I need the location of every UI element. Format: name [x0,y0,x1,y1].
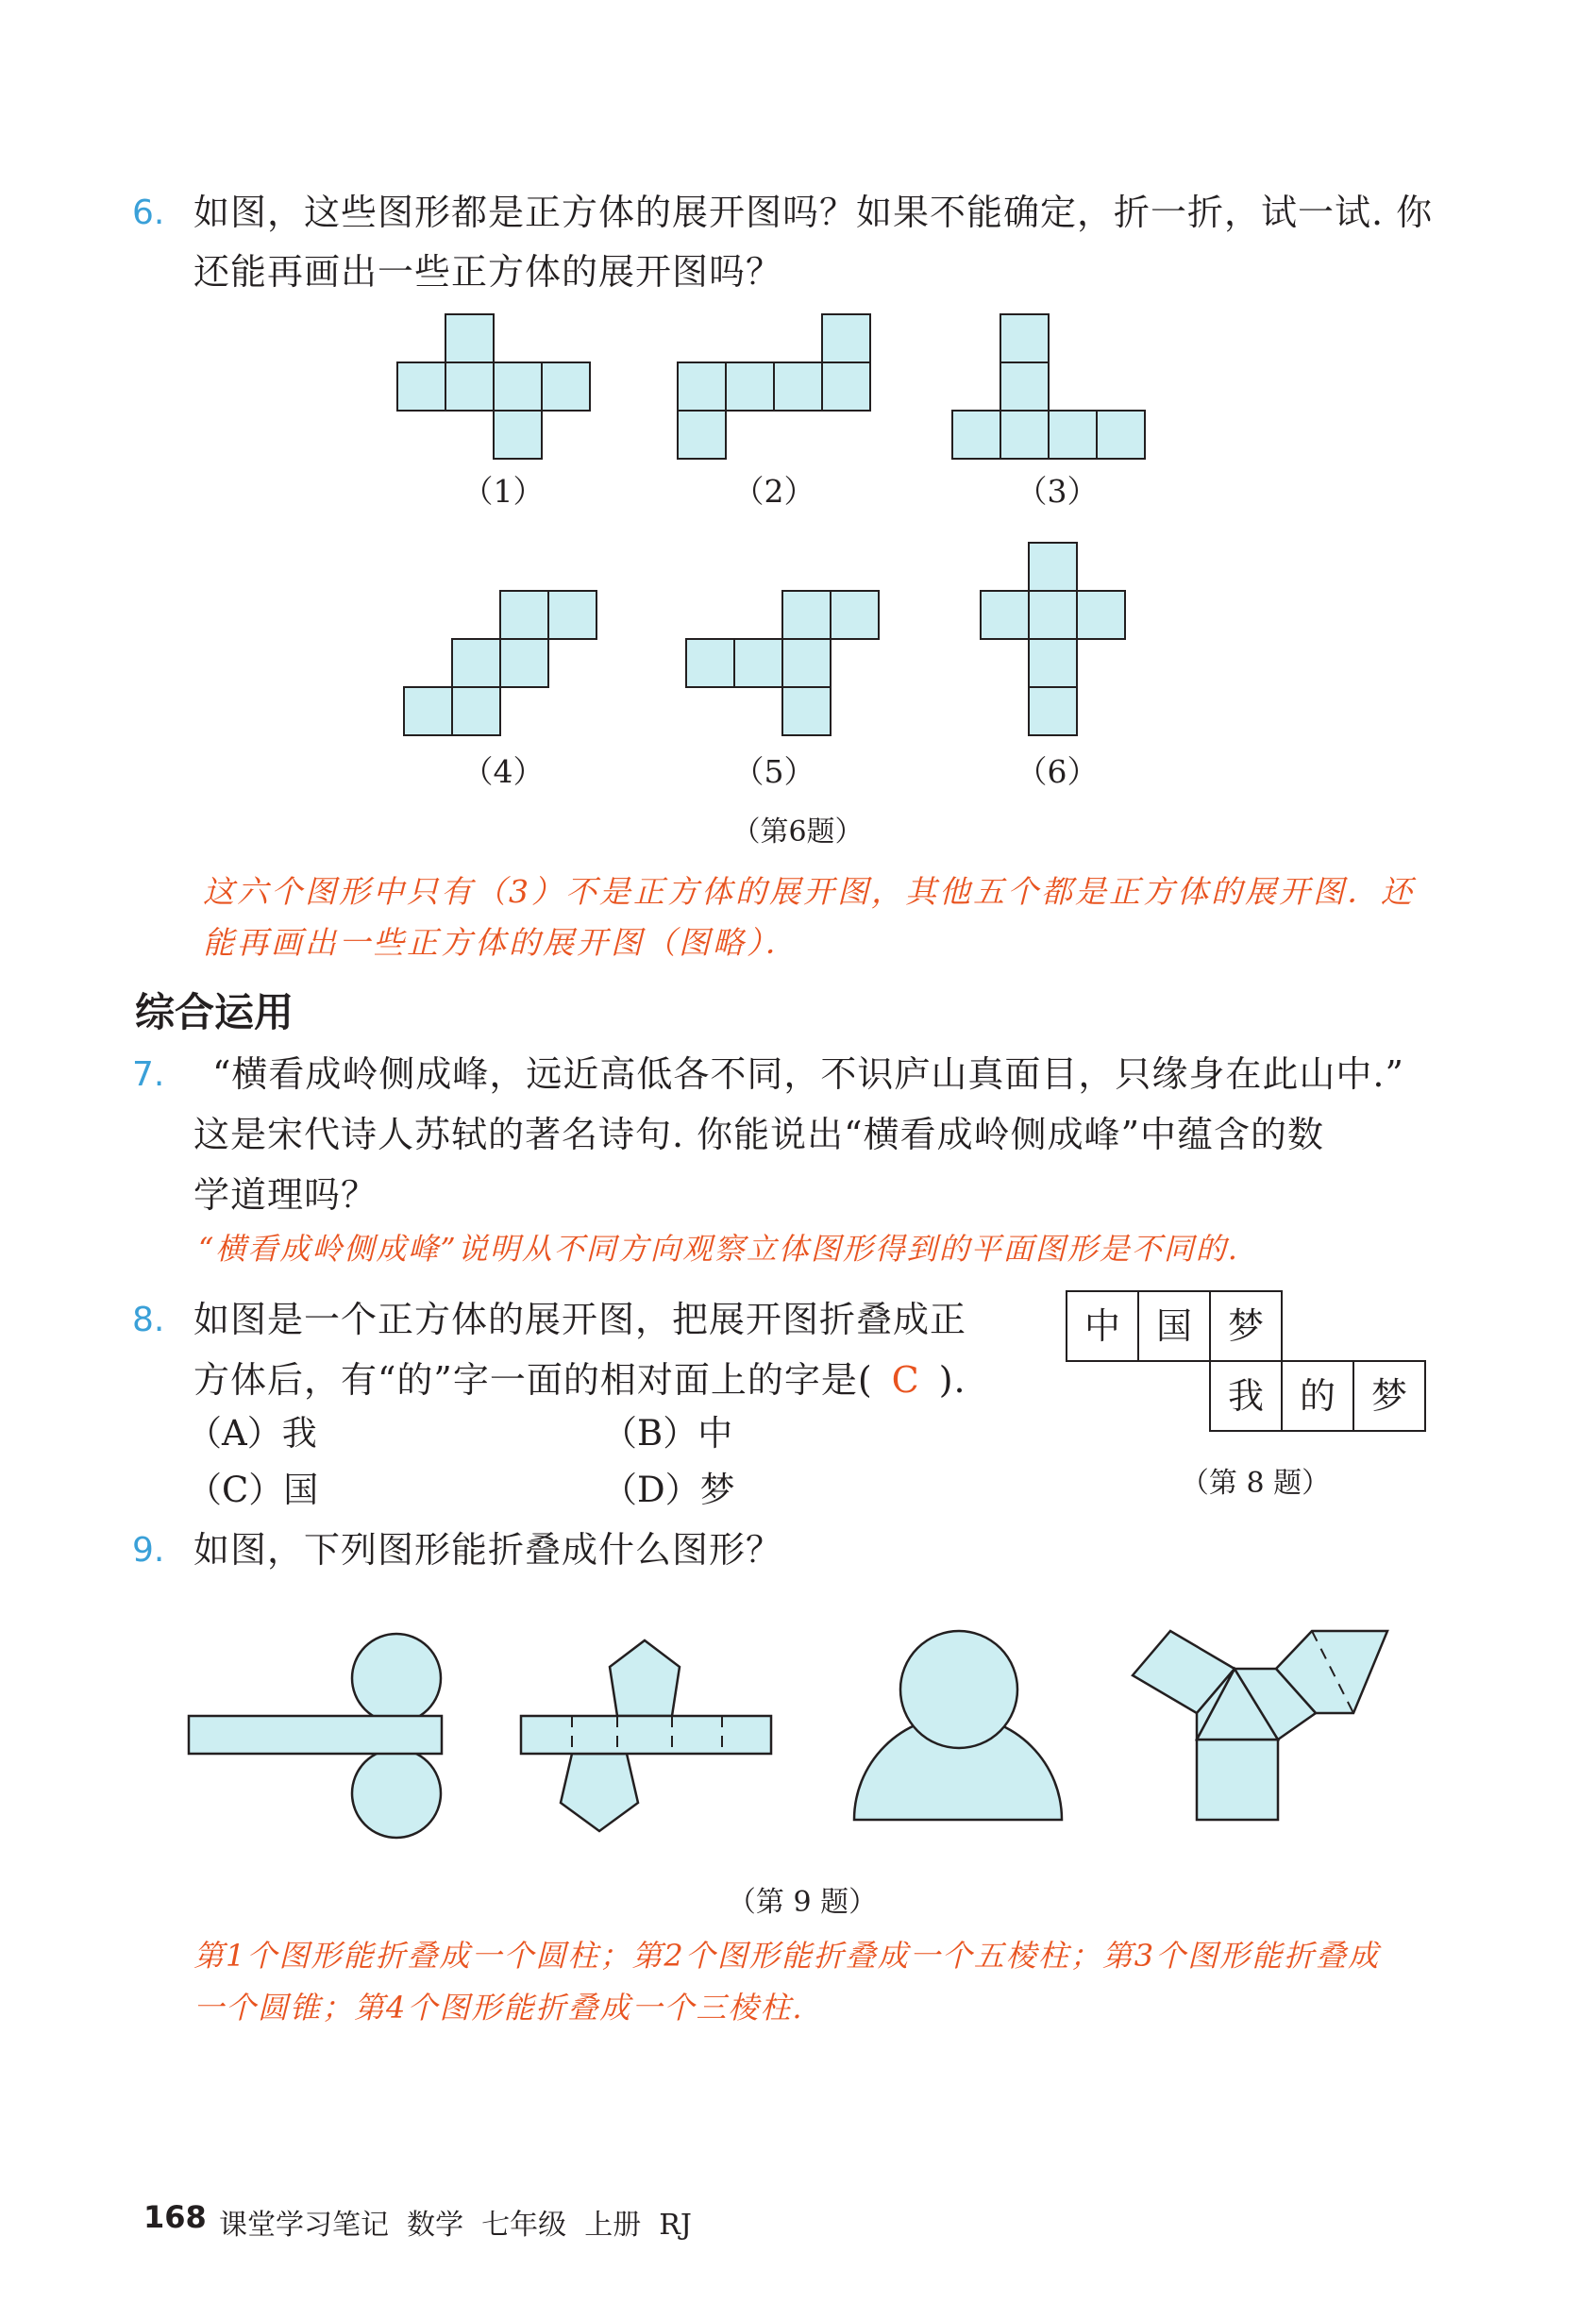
q7-text-line2: 这是宋代诗人苏轼的著名诗句. 你能说出“横看成岭侧成峰”中蕴含的数 [193,1114,1325,1155]
q6-answer-line2: 能再画出一些正方体的展开图（图略）． [203,924,799,961]
grid-cell-6: 梦 [1370,1375,1408,1417]
net-label-6: （6） [1016,753,1099,790]
net-label-3: （3） [1016,473,1099,510]
net-label-4: （4） [462,753,545,790]
q6-text-line1: 如图，这些图形都是正方体的展开图吗？如果不能确定，折一折，试一试. 你 [193,192,1434,233]
grid-cell-5: 的 [1299,1375,1336,1417]
q9-answer-line1: 第1个图形能折叠成一个圆柱；第2个图形能折叠成一个五棱柱；第3个图形能折叠成 [193,1938,1381,1974]
q8-number: 8. [132,1301,165,1339]
q9-text: 如图，下列图形能折叠成什么图形？ [193,1529,783,1571]
q8-caption: （第 8 题） [1180,1467,1331,1500]
grid-cell-4: 我 [1227,1375,1265,1417]
net-label-5: （5） [732,753,815,790]
q9-answer-line2: 一个圆锥；第4个图形能折叠成一个三棱柱. [193,1990,804,2026]
net-label-2: （2） [732,473,815,510]
q7-text-line1: “横看成岭侧成峰，远近高低各不同，不识庐山真面目，只缘身在此山中.” [212,1053,1404,1095]
net-label-1: （1） [462,473,545,510]
q9-caption: （第 9 题） [727,1886,878,1919]
q6-text-line2: 还能再画出一些正方体的展开图吗？ [193,251,783,293]
grid-cell-2: 国 [1155,1305,1193,1347]
triangular-prism-net [1133,1631,1387,1820]
q8-text-line2-pre: 方体后，有“的”字一面的相对面上的字是( [193,1359,873,1401]
q8-text-line2-post: ). [938,1359,966,1401]
q8-answer: C [891,1359,920,1401]
cone-net [854,1631,1062,1820]
cylinder-net [189,1634,442,1838]
q6-answer-line1: 这六个图形中只有（3）不是正方体的展开图，其他五个都是正方体的展开图．还 [203,873,1415,910]
q8-option-a: （A）我 [187,1413,317,1454]
q8-option-d: （D）梦 [602,1470,735,1510]
pentagonal-prism-net [521,1640,771,1831]
q6-number: 6. [132,193,165,232]
q6-caption: （第6题） [731,815,864,849]
grid-cell-1: 中 [1084,1305,1121,1347]
section-title: 综合运用 [135,989,294,1035]
q8-text-line1: 如图是一个正方体的展开图，把展开图折叠成正 [193,1299,967,1340]
q8-option-c: （C）国 [187,1470,319,1510]
page-number: 168 [143,2199,207,2235]
q9-number: 9. [132,1531,165,1570]
footer-text: 课堂学习笔记 数学 七年级 上册 RJ [219,2209,692,2242]
grid-cell-3: 梦 [1227,1305,1265,1347]
q7-number: 7. [132,1055,165,1094]
q7-answer: “横看成岭侧成峰”说明从不同方向观察立体图形得到的平面图形是不同的. [198,1231,1239,1267]
q7-text-line3: 学道理吗？ [193,1174,378,1216]
q8-option-b: （B）中 [602,1413,733,1454]
